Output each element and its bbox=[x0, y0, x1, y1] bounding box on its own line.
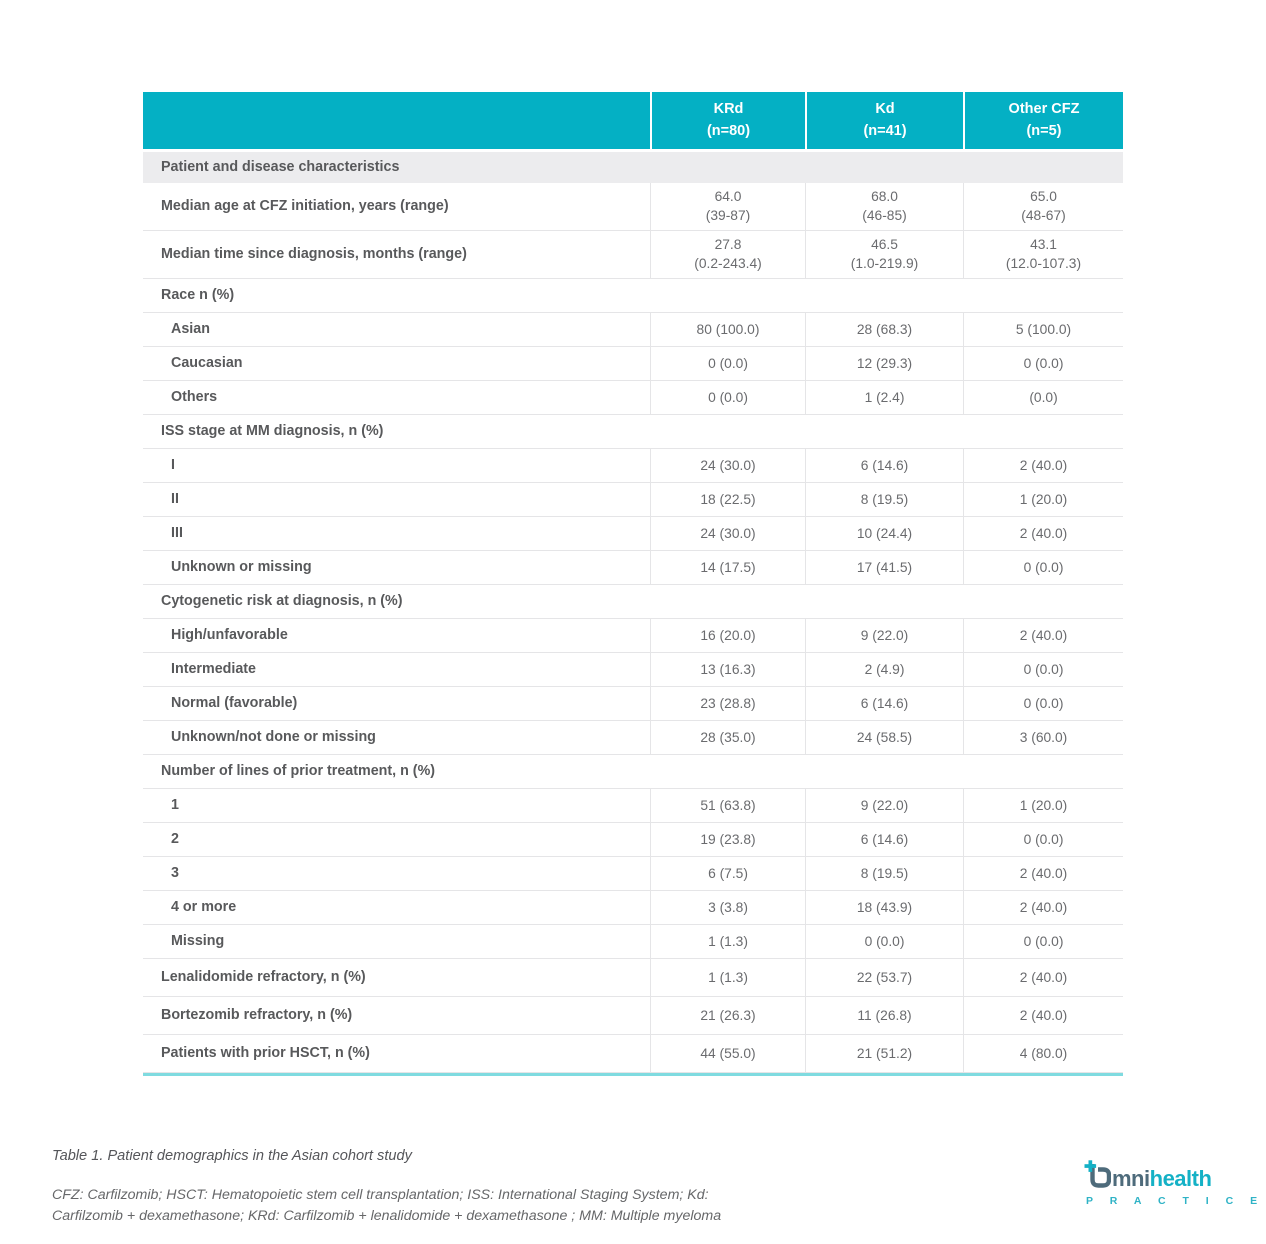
cell-value-col0: 3 (3.8) bbox=[650, 891, 805, 924]
cell-value-col2: 2 (40.0) bbox=[963, 891, 1123, 924]
header-cell-empty bbox=[143, 92, 650, 149]
cell-value-col1: 22 (53.7) bbox=[805, 959, 963, 996]
row-label: Median time since diagnosis, months (range) bbox=[161, 246, 467, 263]
table-row bbox=[143, 789, 1123, 823]
cell-value-col1: 1 (2.4) bbox=[805, 381, 963, 414]
table-body bbox=[143, 152, 1123, 1073]
cell-value-col1: 6 (14.6) bbox=[805, 823, 963, 856]
cell-value-col2: 2 (40.0) bbox=[963, 517, 1123, 550]
cell-value-col0: 24 (30.0) bbox=[650, 517, 805, 550]
cell-value-col1: 68.0 (46-85) bbox=[805, 183, 963, 230]
cell-value-col1: 2 (4.9) bbox=[805, 653, 963, 686]
header-cell-1: Kd (n=41) bbox=[805, 92, 963, 149]
cell-value-col2: 0 (0.0) bbox=[963, 823, 1123, 856]
table-row bbox=[143, 231, 1123, 279]
section-row bbox=[143, 585, 1123, 619]
cell-value-col0: 23 (28.8) bbox=[650, 687, 805, 720]
table-row bbox=[143, 347, 1123, 381]
cell-value-col2: 2 (40.0) bbox=[963, 857, 1123, 890]
header-cell-0: KRd (n=80) bbox=[650, 92, 805, 149]
row-label: High/unfavorable bbox=[171, 627, 288, 644]
table-row bbox=[143, 891, 1123, 925]
table-row bbox=[143, 551, 1123, 585]
table-row bbox=[143, 313, 1123, 347]
cell-value-col2: 2 (40.0) bbox=[963, 997, 1123, 1034]
row-label: Intermediate bbox=[171, 661, 257, 678]
cell-value-col0: 64.0 (39-87) bbox=[650, 183, 805, 230]
cell-value-col0: 16 (20.0) bbox=[650, 619, 805, 652]
cell-value-col0: 14 (17.5) bbox=[650, 551, 805, 584]
row-label: Caucasian bbox=[171, 355, 243, 372]
logo-text-health: health bbox=[1149, 1166, 1212, 1191]
table-row bbox=[143, 925, 1123, 959]
cell-value-col1: 9 (22.0) bbox=[805, 619, 963, 652]
logo-practice-text: P R A C T I C E bbox=[1086, 1195, 1265, 1207]
cell-value-col0: 1 (1.3) bbox=[650, 959, 805, 996]
cell-value-col0: 6 (7.5) bbox=[650, 857, 805, 890]
table-row bbox=[143, 449, 1123, 483]
table-row bbox=[143, 381, 1123, 415]
table-header-row bbox=[143, 92, 1123, 149]
table-row bbox=[143, 959, 1123, 997]
omnihealth-o-plus-icon bbox=[1084, 1160, 1111, 1191]
cell-value-col0: 44 (55.0) bbox=[650, 1035, 805, 1072]
logo-text-mni: mni bbox=[1112, 1166, 1150, 1191]
cell-value-col1: 24 (58.5) bbox=[805, 721, 963, 754]
row-label: II bbox=[171, 491, 179, 508]
cell-value-col1: 46.5 (1.0-219.9) bbox=[805, 231, 963, 278]
section-row bbox=[143, 279, 1123, 313]
band-row bbox=[143, 152, 1123, 183]
cell-value-col2: 0 (0.0) bbox=[963, 653, 1123, 686]
table-row bbox=[143, 183, 1123, 231]
row-label: Bortezomib refractory, n (%) bbox=[161, 1007, 353, 1024]
cell-value-col2: 0 (0.0) bbox=[963, 551, 1123, 584]
cell-value-col2: 4 (80.0) bbox=[963, 1035, 1123, 1072]
cell-value-col0: 28 (35.0) bbox=[650, 721, 805, 754]
table-row bbox=[143, 619, 1123, 653]
cell-value-col1: 8 (19.5) bbox=[805, 483, 963, 516]
row-label: Cytogenetic risk at diagnosis, n (%) bbox=[161, 593, 403, 610]
row-label: Race n (%) bbox=[161, 287, 235, 304]
row-label: Missing bbox=[171, 933, 225, 950]
row-label: I bbox=[171, 457, 175, 474]
row-label: 3 bbox=[171, 865, 179, 882]
cell-value-col1: 17 (41.5) bbox=[805, 551, 963, 584]
cell-value-col1: 6 (14.6) bbox=[805, 687, 963, 720]
table-row bbox=[143, 857, 1123, 891]
abbreviations-footnote: CFZ: Carfilzomib; HSCT: Hematopoietic stem cell transplantation; ISS: International Staging System; Kd: Carfilzomib + dexamethasone; KRd: Carfilzomib + lenalidomide + dexamethasone ; MM: Multiple myeloma bbox=[52, 1187, 722, 1224]
row-label: ISS stage at MM diagnosis, n (%) bbox=[161, 423, 384, 440]
cell-value-col2: 1 (20.0) bbox=[963, 483, 1123, 516]
row-label: 2 bbox=[171, 831, 179, 848]
cell-value-col0: 21 (26.3) bbox=[650, 997, 805, 1034]
cell-value-col0: 80 (100.0) bbox=[650, 313, 805, 346]
table-caption: Table 1. Patient demographics in the Asian cohort study bbox=[52, 1148, 412, 1164]
row-label: Unknown/not done or missing bbox=[171, 729, 376, 746]
cell-value-col1: 11 (26.8) bbox=[805, 997, 963, 1034]
table-row bbox=[143, 483, 1123, 517]
cell-value-col0: 18 (22.5) bbox=[650, 483, 805, 516]
cell-value-col1: 10 (24.4) bbox=[805, 517, 963, 550]
table-row bbox=[143, 997, 1123, 1035]
cell-value-col2: 3 (60.0) bbox=[963, 721, 1123, 754]
header-cell-2: Other CFZ (n=5) bbox=[963, 92, 1123, 149]
cell-value-col1: 18 (43.9) bbox=[805, 891, 963, 924]
cell-value-col1: 12 (29.3) bbox=[805, 347, 963, 380]
section-row bbox=[143, 755, 1123, 789]
table-row bbox=[143, 721, 1123, 755]
cell-value-col2: 43.1 (12.0-107.3) bbox=[963, 231, 1123, 278]
cell-value-col1: 6 (14.6) bbox=[805, 449, 963, 482]
section-row bbox=[143, 415, 1123, 449]
cell-value-col0: 27.8 (0.2-243.4) bbox=[650, 231, 805, 278]
cell-value-col2: 0 (0.0) bbox=[963, 347, 1123, 380]
cell-value-col0: 1 (1.3) bbox=[650, 925, 805, 958]
cell-value-col2: 5 (100.0) bbox=[963, 313, 1123, 346]
row-label: 4 or more bbox=[171, 899, 237, 916]
row-label: Median age at CFZ initiation, years (range) bbox=[161, 198, 449, 215]
cell-value-col0: 13 (16.3) bbox=[650, 653, 805, 686]
cell-value-col2: 2 (40.0) bbox=[963, 959, 1123, 996]
row-label: Normal (favorable) bbox=[171, 695, 298, 712]
logo-wordmark bbox=[1084, 1160, 1214, 1191]
cell-value-col0: 0 (0.0) bbox=[650, 381, 805, 414]
row-label: 1 bbox=[171, 797, 179, 814]
row-label: III bbox=[171, 525, 183, 542]
row-label: Patient and disease characteristics bbox=[161, 159, 400, 175]
cell-value-col1: 9 (22.0) bbox=[805, 789, 963, 822]
cell-value-col1: 8 (19.5) bbox=[805, 857, 963, 890]
row-label: Patients with prior HSCT, n (%) bbox=[161, 1045, 370, 1062]
row-label: Unknown or missing bbox=[171, 559, 312, 576]
cell-value-col2: 0 (0.0) bbox=[963, 925, 1123, 958]
table-row bbox=[143, 687, 1123, 721]
row-label: Others bbox=[171, 389, 218, 406]
row-label: Asian bbox=[171, 321, 210, 338]
cell-value-col1: 0 (0.0) bbox=[805, 925, 963, 958]
cell-value-col2: 2 (40.0) bbox=[963, 449, 1123, 482]
table-row bbox=[143, 823, 1123, 857]
omnihealth-logo bbox=[1084, 1160, 1265, 1208]
demographics-table bbox=[143, 92, 1123, 1076]
cell-value-col2: 2 (40.0) bbox=[963, 619, 1123, 652]
cell-value-col2: (0.0) bbox=[963, 381, 1123, 414]
row-label: Number of lines of prior treatment, n (%) bbox=[161, 763, 436, 780]
table-row bbox=[143, 653, 1123, 687]
cell-value-col0: 51 (63.8) bbox=[650, 789, 805, 822]
cell-value-col2: 1 (20.0) bbox=[963, 789, 1123, 822]
cell-value-col1: 21 (51.2) bbox=[805, 1035, 963, 1072]
logo-text bbox=[1112, 1168, 1211, 1190]
cell-value-col0: 19 (23.8) bbox=[650, 823, 805, 856]
cell-value-col2: 65.0 (48-67) bbox=[963, 183, 1123, 230]
cell-value-col2: 0 (0.0) bbox=[963, 687, 1123, 720]
cell-value-col1: 28 (68.3) bbox=[805, 313, 963, 346]
cell-value-col0: 24 (30.0) bbox=[650, 449, 805, 482]
cell-value-col0: 0 (0.0) bbox=[650, 347, 805, 380]
table-row bbox=[143, 517, 1123, 551]
table-row bbox=[143, 1035, 1123, 1073]
row-label: Lenalidomide refractory, n (%) bbox=[161, 969, 366, 986]
